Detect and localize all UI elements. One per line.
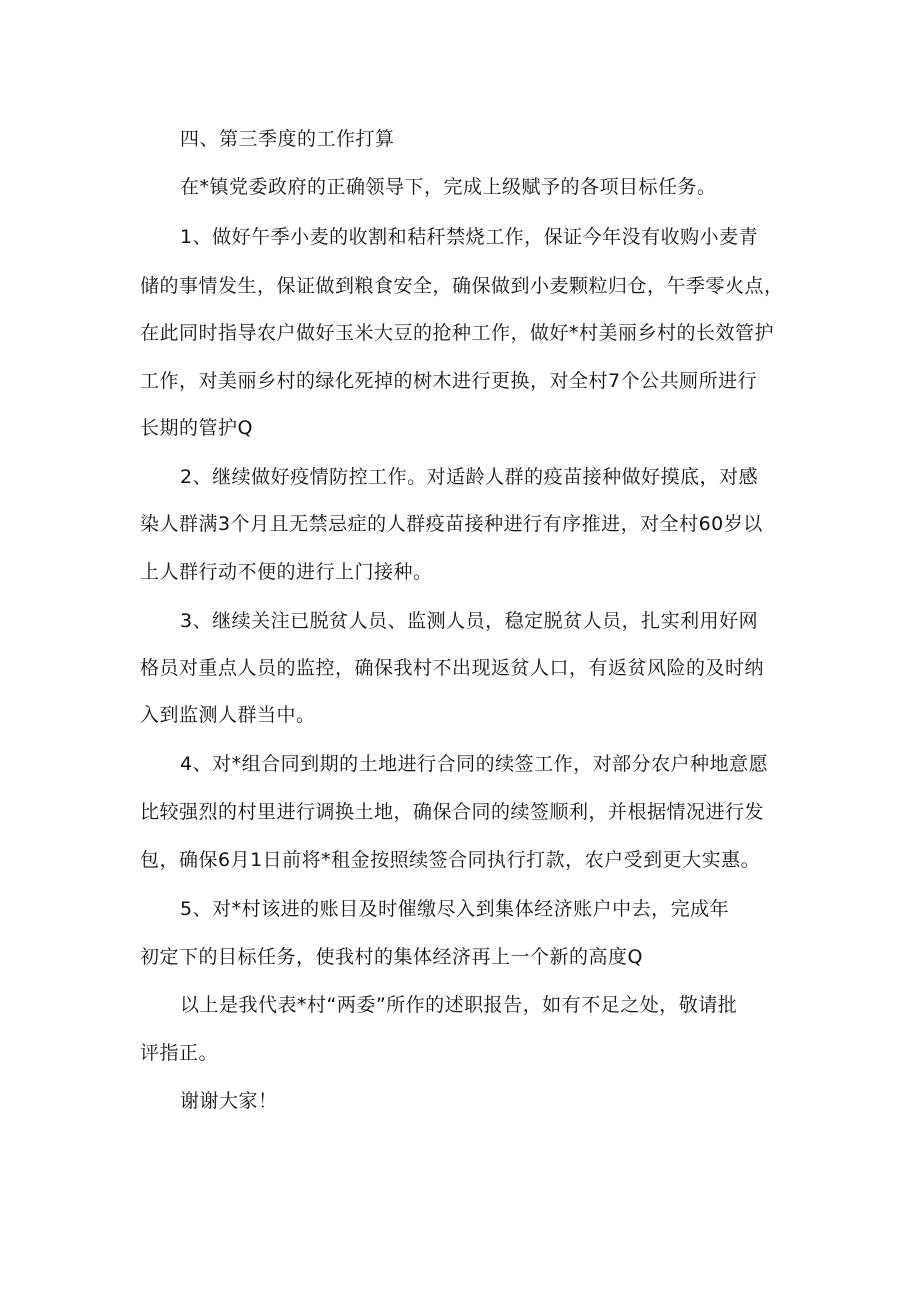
section-heading: 四、第三季度的工作打算 [180, 128, 395, 150]
item-4-line: 比较强烈的村里进行调换土地，确保合同的续签顺利，并根据情况进行发 [140, 801, 765, 823]
item-1-line: 储的事情发生，保证做到粮食安全，确保做到小麦颗粒归仓，午季零火点， [140, 275, 784, 297]
intro-paragraph: 在*镇党委政府的正确领导下，完成上级赋予的各项目标任务。 [180, 176, 717, 198]
closing-line: 以上是我代表*村“两委”所作的述职报告，如有不足之处，敬请批 [180, 994, 738, 1016]
item-3-line: 格员对重点人员的监控，确保我村不出现返贫人口，有返贫风险的及时纳 [140, 657, 765, 679]
item-5-line: 初定下的目标任务，使我村的集体经济再上一个新的高度Q [140, 946, 643, 968]
item-1-line: 工作，对美丽乡村的绿化死掉的树木进行更换，对全村7个公共厕所进行 [140, 370, 758, 392]
item-2-line: 上人群行动不便的进行上门接种。 [140, 561, 433, 583]
closing-line: 评指正。 [140, 1042, 219, 1064]
item-2-line: 染人群满3个月且无禁忌症的人群疫苗接种进行有序推进，对全村60岁以 [140, 513, 763, 535]
item-1-line: 长期的管护Q [140, 417, 253, 439]
item-2-line: 2、继续做好疫情防控工作。对适龄人群的疫苗接种做好摸底，对感 [180, 466, 759, 488]
thanks-line: 谢谢大家！ [180, 1090, 278, 1112]
item-4-line: 包，确保6月1日前将*租金按照续签合同执行打款，农户受到更大实惠。 [140, 849, 761, 871]
item-4-line: 4、对*组合同到期的土地进行合同的续签工作，对部分农户种地意愿 [180, 753, 769, 775]
item-3-line: 入到监测人群当中。 [140, 704, 316, 726]
item-1-line: 在此同时指导农户做好玉米大豆的抢种工作，做好*村美丽乡村的长效管护 [140, 322, 775, 344]
item-5-line: 5、对*村该进的账目及时催缴尽入到集体经济账户中去，完成年 [180, 898, 730, 920]
item-1-line: 1、做好午季小麦的收割和秸秆禁烧工作，保证今年没有收购小麦青 [180, 226, 759, 248]
item-3-line: 3、继续关注已脱贫人员、监测人员，稳定脱贫人员，扎实利用好网 [180, 610, 759, 632]
